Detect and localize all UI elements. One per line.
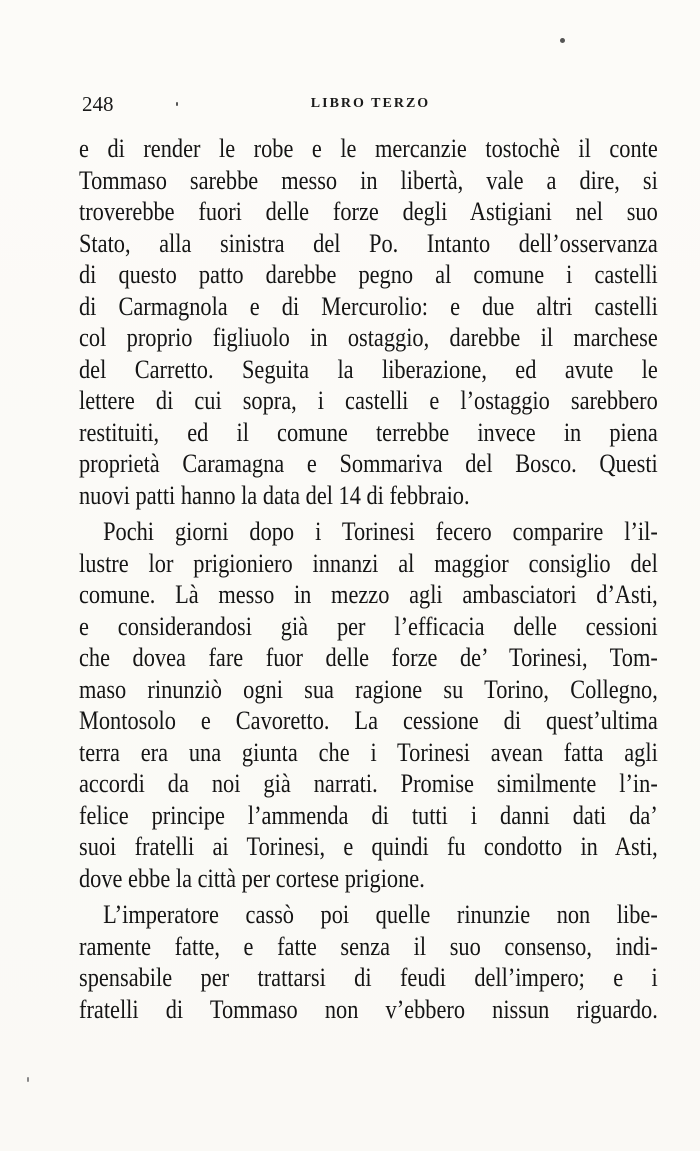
- ink-speck-mark: [27, 1077, 29, 1082]
- page-header: [82, 92, 659, 116]
- text-line: Tommaso sarebbe messo in libertà, vale a dire, si: [79, 165, 658, 195]
- text-line: e considerandosi già per l’efficacia delle cessioni: [79, 611, 658, 641]
- text-line: lustre lor prigioniero innanzi al maggior consiglio del: [79, 548, 658, 578]
- text-line: troverebbe fuori delle forze degli Astigiani nel suo: [79, 197, 658, 226]
- text-line: nuovi patti hanno la data del 14 di febbraio.: [79, 480, 470, 510]
- text-line: ramente fatte, e fatte senza il suo consenso, indi-: [79, 931, 658, 961]
- paragraph: [79, 133, 658, 511]
- text-line: Pochi giorni dopo i Torinesi fecero comparire l’il-: [103, 517, 658, 546]
- text-line: fratelli di Tommaso non v’ebbero nissun riguardo.: [79, 994, 658, 1024]
- text-line: di questo patto darebbe pegno al comune i castelli: [79, 260, 658, 289]
- text-line: Montosolo e Cavoretto. La cessione di quest’ultima: [79, 706, 658, 735]
- body-text: [79, 133, 658, 1025]
- text-line: maso rinunziò ogni sua ragione su Torino, Collegno,: [79, 674, 658, 704]
- text-line: felice principe l’ammenda di tutti i danni dati da’: [79, 800, 658, 830]
- text-line: proprietà Caramagna e Sommariva del Bosco. Questi: [79, 449, 658, 478]
- text-line: L’imperatore cassò poi quelle rinunzie non libe-: [103, 900, 658, 929]
- text-line: col proprio figliuolo in ostaggio, darebbe il marchese: [79, 323, 658, 352]
- text-line: e di render le robe e le mercanzie tostochè il conte: [79, 134, 658, 163]
- ink-speck-mark: [560, 38, 565, 43]
- text-line: suoi fratelli ai Torinesi, e quindi fu condotto in Asti,: [79, 832, 658, 861]
- text-line: terra era una giunta che i Torinesi avean fatta agli: [79, 737, 658, 767]
- page-number: 248: [82, 92, 114, 116]
- text-line: spensabile per trattarsi di feudi dell’impero; e i: [79, 963, 658, 992]
- text-line: comune. Là messo in mezzo agli ambasciatori d’Asti,: [79, 580, 658, 609]
- text-line: lettere di cui sopra, i castelli e l’ostaggio sarebbero: [79, 386, 658, 415]
- running-head: LIBRO TERZO: [310, 96, 431, 111]
- paragraph: [79, 899, 658, 1025]
- text-line: dove ebbe la città per cortese prigione.: [79, 863, 425, 893]
- text-line: restituiti, ed il comune terrebbe invece in piena: [79, 417, 658, 447]
- text-line: di Carmagnola e di Mercurolio: e due altri castelli: [79, 291, 658, 321]
- text-line: accordi da noi già narrati. Promise similmente l’in-: [79, 769, 658, 798]
- text-line: del Carretto. Seguita la liberazione, ed avute le: [79, 354, 658, 384]
- paragraph: [79, 516, 658, 894]
- text-line: Stato, alla sinistra del Po. Intanto dell’osservanza: [79, 228, 658, 258]
- text-line: che dovea fare fuor delle forze de’ Torinesi, Tom-: [79, 643, 658, 672]
